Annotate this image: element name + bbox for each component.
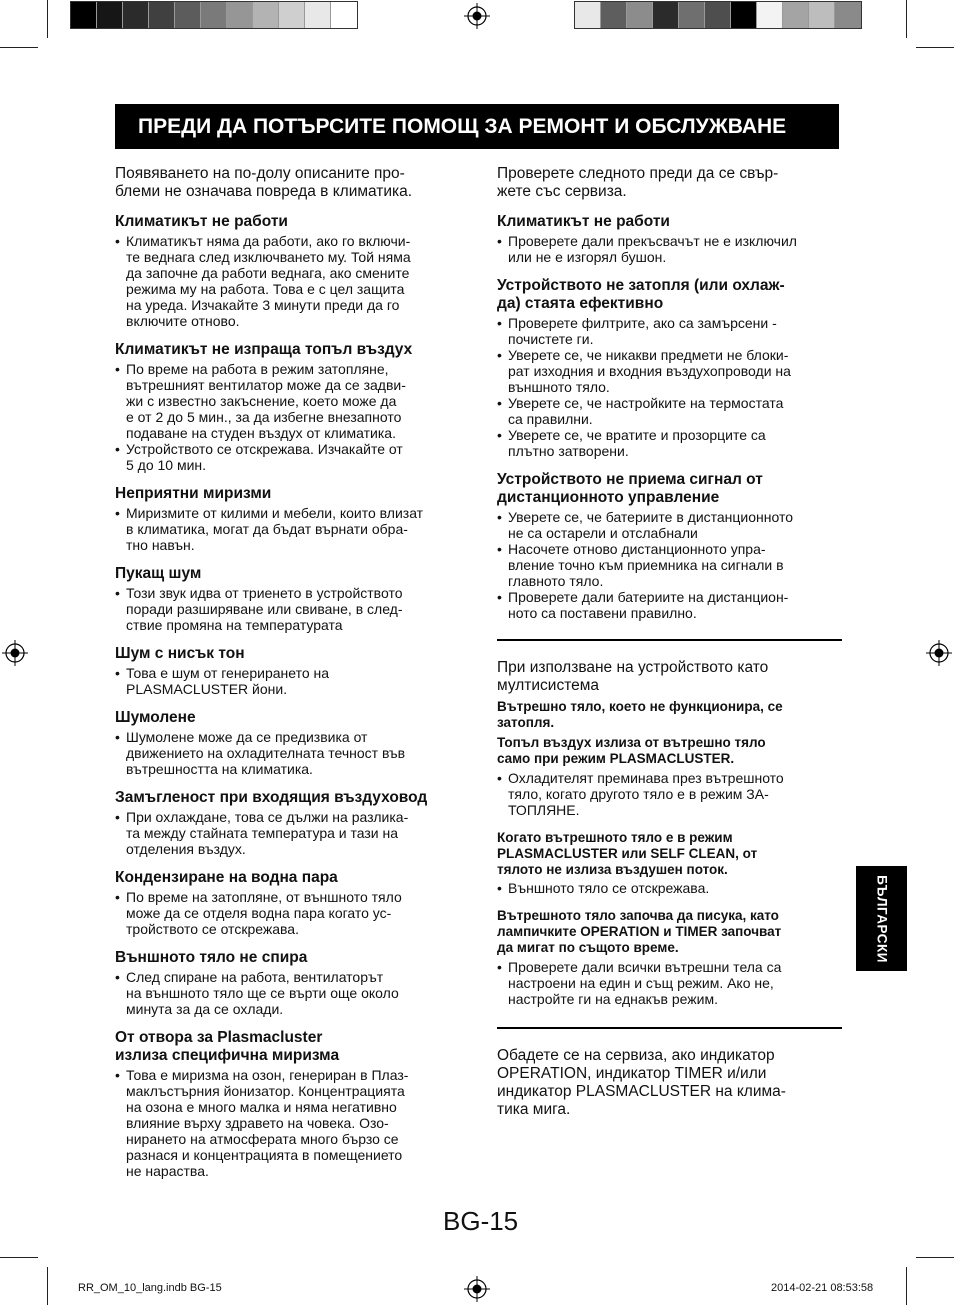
bullet-list [115, 585, 460, 633]
page-number: BG-15 [443, 1206, 519, 1236]
bullet-list [115, 729, 460, 777]
right-intro: Проверете следното преди да се свър- жете със сервиза. [497, 165, 779, 200]
section [115, 709, 460, 777]
bullet-item: • Уверете се, че вратите и прозорците са плътно затворени. [497, 427, 842, 459]
section-title: Устройството не затопля (или охлаж- да) стаята ефективно [497, 277, 785, 312]
section-title: Шумолене [115, 709, 196, 726]
crop-mark [0, 1257, 38, 1258]
section-title: Шум с нисък тон [115, 645, 245, 662]
crop-mark [0, 47, 38, 48]
section-title: Неприятни миризми [115, 485, 272, 502]
bullet-item: • Миризмите от килими и мебели, които влизат в климатика, могат да бъдат върнати обра- тно навън. [115, 505, 460, 553]
multi-sub4-list [497, 959, 842, 1007]
section [497, 471, 842, 621]
color-bar-right [574, 1, 862, 29]
bullet-item: • Проверете дали прекъсвачът не е изключил или не е изгорял бушон. [497, 233, 842, 265]
color-swatch [783, 2, 809, 28]
bullet-list [115, 665, 460, 697]
bullet-list [115, 233, 460, 329]
color-swatch [97, 2, 123, 28]
page-title-banner: ПРЕДИ ДА ПОТЪРСИТЕ ПОМОЩ ЗА РЕМОНТ И ОБСЛУЖВАНЕ [115, 104, 839, 149]
bullet-list [115, 809, 460, 857]
bullet-item: • Проверете дали батериите на дистанцион- ното са поставени правилно. [497, 589, 842, 621]
bullet-item: • След спиране на работа, вентилаторът на външното тяло ще се върти още около минута за да се охлади. [115, 969, 460, 1017]
bullet-item: • По време на затопляне, от външното тяло може да се отделя водна пара когато ус- тройството се отскрежава. [115, 889, 460, 937]
bullet-item: • Устройството се отскрежава. Изчакайте от 5 до 10 мин. [115, 441, 460, 473]
language-tab [856, 866, 907, 971]
crop-mark [906, 0, 907, 38]
section-title: Кондензиране на водна пара [115, 869, 338, 886]
color-swatch [731, 2, 757, 28]
multi-sub1: Вътрешно тяло, което не функционира, се затопля. [497, 699, 783, 730]
section [115, 645, 460, 697]
language-tab-label: БЪЛГАРСКИ [874, 874, 889, 963]
crop-mark [47, 1267, 48, 1305]
multi-sub2-list [497, 770, 842, 818]
registration-mark-icon [2, 640, 28, 666]
bullet-item: • При охлаждане, това се дължи на разлика- та между стайната температура и тази на отделения въздух. [115, 809, 460, 857]
crop-mark [916, 47, 954, 48]
registration-mark-icon [464, 1276, 490, 1302]
color-swatch [627, 2, 653, 28]
crop-mark [906, 1267, 907, 1305]
bullet-item: • Уверете се, че никакви предмети не блоки- рат изходния и входния въздухопроводи на външното тяло. [497, 347, 842, 395]
color-swatch [809, 2, 835, 28]
right-sections [497, 213, 842, 621]
footer-file: RR_OM_10_lang.indb BG-15 [78, 1282, 222, 1294]
bullet-list [115, 1067, 460, 1179]
section-title: Климатикът не работи [115, 213, 288, 230]
bullet-item: • По време на работа в режим затопляне, вътрешният вентилатор може да се задви- жи с известно закъснение, което може да е от 2 до 5 мин., за да избегне внезапното подаване на студен въздух от климатика. [115, 361, 460, 441]
bullet-item: • Климатикът няма да работи, ако го включи- те веднага след изключването му. Той няма да започне да работи веднага, ако смените режима му на работа. Това е с цел защита на уреда. Изчакайте 3 минути преди да го включите отново. [115, 233, 460, 329]
footer-timestamp: 2014-02-21 08:53:58 [771, 1282, 874, 1294]
color-swatch [279, 2, 305, 28]
color-swatch [201, 2, 227, 28]
crop-mark [916, 1257, 954, 1258]
section [115, 341, 460, 473]
section [115, 485, 460, 553]
section [497, 213, 842, 265]
divider [497, 1027, 842, 1029]
color-swatch [705, 2, 731, 28]
multi-sub4: Вътрешното тяло започва да писука, като лампичките OPERATION и TIMER започват да мигат по същото време. [497, 908, 782, 955]
bullet-item: • Насочете отново дистанционното упра- вление точно към приемника на сигнали в главното тяло. [497, 541, 842, 589]
bullet-item: • Този звук идва от триенето в устройството поради разширяване или свиване, в след- ствие промяна на температурата [115, 585, 460, 633]
bullet-item: • Проверете дали всички вътрешни тела са настроени на един и същ режим. Ако не, настройте ги на еднакъв режим. [497, 959, 842, 1007]
registration-mark-icon [464, 3, 490, 29]
bullet-list [115, 969, 460, 1017]
multi-heading: При използване на устройството като мултисистема [497, 659, 769, 694]
color-swatch [601, 2, 627, 28]
closing-note: Обадете се на сервиза, ако индикатор OPERATION, индикатор TIMER и/или индикатор PLASMACLUSTER на клима- тика мига. [497, 1047, 786, 1118]
section-title: Замъгленост при входящия въздуховод [115, 789, 428, 806]
left-column [115, 165, 460, 1179]
color-swatch [123, 2, 149, 28]
section [115, 789, 460, 857]
bullet-item: • Шумолене може да се предизвика от движението на охладителната течност във вътрешността на климатика. [115, 729, 460, 777]
crop-mark [47, 0, 48, 38]
multi-sub2: Топъл въздух излиза от вътрешно тяло само при режим PLASMACLUSTER. [497, 735, 766, 766]
bullet-item: • Уверете се, че настройките на термостата са правилни. [497, 395, 842, 427]
section [115, 869, 460, 937]
left-intro: Появяването на по-долу описаните про- блеми не означава повреда в климатика. [115, 165, 413, 200]
section-title: Външното тяло не спира [115, 949, 308, 966]
bullet-list [497, 509, 842, 621]
bullet-item: • Това е шум от генерирането на PLASMACLUSTER йони. [115, 665, 460, 697]
bullet-list [115, 361, 460, 473]
color-swatch [227, 2, 253, 28]
color-swatch [149, 2, 175, 28]
color-swatch [575, 2, 601, 28]
color-swatch [331, 2, 357, 28]
bullet-list [497, 233, 842, 265]
bullet-list [115, 889, 460, 937]
multi-sub3: Когато вътрешното тяло е в режим PLASMACLUSTER или SELF CLEAN, от тялото не излиза въздушен поток. [497, 830, 758, 877]
color-bar-left [70, 1, 358, 29]
color-swatch [175, 2, 201, 28]
color-swatch [305, 2, 331, 28]
bullet-list [115, 505, 460, 553]
color-swatch [835, 2, 861, 28]
color-swatch [679, 2, 705, 28]
bullet-item: • Охладителят преминава през вътрешното тяло, когато другото тяло е в режим ЗА- ТОПЛЯНЕ. [497, 770, 842, 818]
bullet-item: • Това е миризма на озон, генериран в Плаз- маклъстърния йонизатор. Концентрацията на озона е много малка и няма негативно влияние върху здравето на човека. Озо- нирането на атмосферата много бързо се разнася и концентрацията в помещението не нараства. [115, 1067, 460, 1179]
color-swatch [757, 2, 783, 28]
section [115, 565, 460, 633]
color-swatch [653, 2, 679, 28]
section-title: От отвора за Plasmacluster излиза специфична миризма [115, 1029, 340, 1064]
color-swatch [253, 2, 279, 28]
bullet-item: • Уверете се, че батериите в дистанционното не са остарели и отслабнали [497, 509, 842, 541]
multi-sub3-list [497, 880, 842, 896]
section [115, 213, 460, 329]
right-column [497, 165, 842, 1119]
section-title: Пукащ шум [115, 565, 202, 582]
section [115, 949, 460, 1017]
color-swatch [71, 2, 97, 28]
section [497, 277, 842, 459]
bullet-item: • Външното тяло се отскрежава. [497, 880, 842, 896]
bullet-item: • Проверете филтрите, ако са замърсени - почистете ги. [497, 315, 842, 347]
section-title: Климатикът не изпраща топъл въздух [115, 341, 413, 358]
bullet-list [497, 315, 842, 459]
section-title: Устройството не приема сигнал от дистанционното управление [497, 471, 763, 506]
section-title: Климатикът не работи [497, 213, 670, 230]
section [115, 1029, 460, 1179]
registration-mark-icon [926, 640, 952, 666]
divider [497, 639, 842, 641]
